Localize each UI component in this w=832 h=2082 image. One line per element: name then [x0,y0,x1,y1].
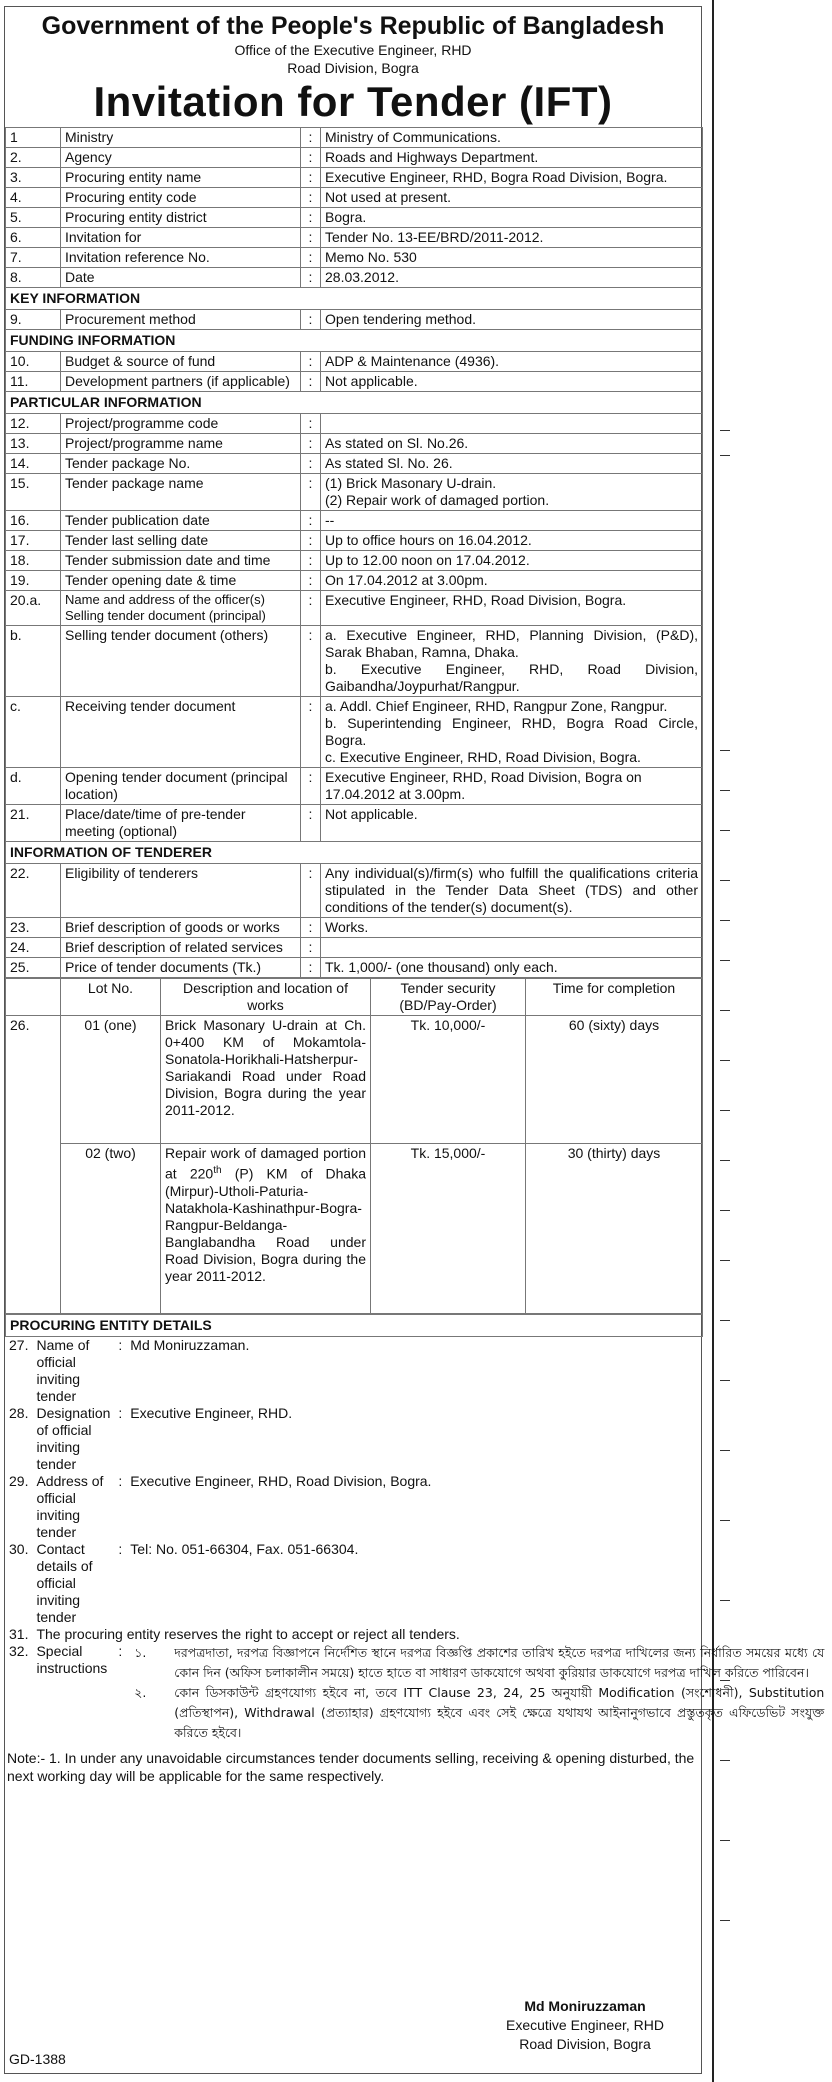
lot-number: 01 (one) [61,1016,161,1144]
colon: : [301,864,321,918]
colon: : [301,248,321,268]
row-value: Tender No. 13-EE/BRD/2011-2012. [321,228,703,248]
row-label: Project/programme name [61,434,301,454]
lots-table [5,978,703,1314]
colon: : [301,228,321,248]
row-number: 31. [9,1626,29,1642]
adjacent-page-edge [712,0,730,2082]
table-row [6,768,703,805]
ift-heading: Invitation for Tender (IFT) [93,78,613,125]
row-value: Not applicable. [321,805,703,842]
colon: : [301,958,321,978]
row-label: Name of official inviting tender [36,1337,90,1404]
footnote: Note:- 1. In under any unavoidable circumstances tender documents selling, receiving & opening disturbed, the next working day will be applicable for the same respectively. [7,1750,695,1784]
lot-number: 02 (two) [61,1144,161,1314]
colon: : [301,208,321,228]
table-row [6,551,703,571]
section-title: KEY INFORMATION [6,288,703,310]
lots-header-row [6,979,703,1016]
row-value: Executive Engineer, RHD, Road Division, Bogra on 17.04.2012 at 3.00pm. [321,768,703,805]
row-number: 20.a. [6,591,61,626]
row-number: 7. [6,248,61,268]
row-number: 12. [6,414,61,434]
row-number: 32. [9,1643,29,1659]
row-number: 30. [9,1541,29,1557]
row-number: 3. [6,168,61,188]
colon: : [301,805,321,842]
table-row [6,511,703,531]
value-line: b. Superintending Engineer, RHD, Bogra Road Circle, Bogra. [325,715,698,748]
lot-description-part: Repair work of damaged portion at 220 [165,1145,366,1182]
table-row [6,958,703,978]
table-row [6,208,703,228]
row-label: Name and address of the officer(s) Selling tender document (principal) [61,591,301,626]
colon: : [301,372,321,392]
table-row [5,1643,832,1743]
column-header: Time for completion [526,979,703,1016]
row-number: 1 [6,128,61,148]
row-label: Tender last selling date [61,531,301,551]
row-value: Executive Engineer, RHD, Road Division, Bogra. [321,591,703,626]
item-number: ১. [134,1645,147,1660]
row-number: 19. [6,571,61,591]
item-text: দরপত্রদাতা, দরপত্র বিজ্ঞাপনে নির্দেশিত স্থানে দরপত্র বিজ্ঞপ্তি প্রকাশের তারিখ হইতে দরপত্র দাখিলের জন্য নির্ধারিত সময়ের মধ্যে যে কোন দিন (অফিস চলাকালীন সময়ে) হাতে হাতে বা সাধারণ ডাকযোগে অথবা কুরিয়ার ডাকযোগে দরপত্র দাখিল করিতে পারিবেন। [174,1645,825,1680]
tender-notice [4,6,825,2074]
row-number: 28. [9,1405,29,1421]
row-number: 23. [6,918,61,938]
row-number: 10. [6,352,61,372]
division-name: Road Division, Bogra [287,60,419,76]
row-label: Development partners (if applicable) [61,372,301,392]
table-row [6,626,703,697]
row-number: 11. [6,372,61,392]
row-number: 21. [6,805,61,842]
value-line: (1) Brick Masonary U-drain. [325,475,497,491]
row-label: Selling tender document (others) [61,626,301,697]
row-label: Price of tender documents (Tk.) [61,958,301,978]
signatory-designation: Executive Engineer, RHD [506,2017,664,2033]
row-label: Procurement method [61,310,301,330]
office-name: Office of the Executive Engineer, RHD [234,42,472,58]
colon: : [301,188,321,208]
table-row [6,148,703,168]
row-number: 8. [6,268,61,288]
row-number: 5. [6,208,61,228]
row-number: 24. [6,938,61,958]
row-value: Md Moniruzzaman. [130,1337,250,1353]
table-row [5,1541,832,1626]
row-value: Any individual(s)/firm(s) who fulfill the qualifications criteria stipulated in the Tender Data Sheet (TDS) and other conditions of the tender(s) document(s). [321,864,703,918]
row-number: 13. [6,434,61,454]
section-heading [6,288,703,310]
value-line: b. Executive Engineer, RHD, Road Division, Gaibandha/Joypurhat/Rangpur. [325,661,698,694]
signatory-name: Md Moniruzzaman [524,1998,646,2014]
list-item [130,1643,828,1683]
colon: : [118,1405,123,1421]
table-row [6,938,703,958]
table-row [6,805,703,842]
lot-completion-time: 30 (thirty) days [526,1144,703,1314]
row-value: Roads and Highways Department. [321,148,703,168]
lot-row [6,1144,703,1314]
instruction-list [130,1643,828,1743]
table-row [6,434,703,454]
value-line: a. Executive Engineer, RHD, Planning Division, (P&D), Sarak Bhaban, Ramna, Dhaka. [325,627,698,660]
row-value: Executive Engineer, RHD, Road Division, Bogra. [130,1473,432,1489]
colon: : [301,434,321,454]
colon: : [301,148,321,168]
lot-sl-header [6,979,61,1016]
table-row [5,1405,832,1473]
row-value: Open tendering method. [321,310,703,330]
value-line: c. Executive Engineer, RHD, Road Division, Bogra. [325,749,641,765]
row-value: Tk. 1,000/- (one thousand) only each. [321,958,703,978]
row-value: The procuring entity reserves the right to accept or reject all tenders. [36,1626,460,1642]
row-number: 14. [6,454,61,474]
row-number: 25. [6,958,61,978]
colon: : [301,591,321,626]
item-text: কোন ডিসকাউন্ট গ্রহণযোগ্য হইবে না, তবে ITT Clause 23, 24, 25 অনুযায়ী Modification (সংশোধনী), Substitution (প্রতিস্থাপন), Withdrawal (প্রত্যাহার) গ্রহণযোগ্য হইবে এবং সেই ক্ষেত্রে যথাযথ আইনানুগভাবে প্রস্তুতকৃত এফিডেভিট সংযুক্ত করিতে হইবে। [174,1685,825,1740]
section-heading [6,330,703,352]
gd-number: GD-1388 [9,2051,66,2067]
colon: : [301,571,321,591]
row-value: As stated on Sl. No.26. [321,434,703,454]
row-label: Budget & source of fund [61,352,301,372]
lot-security: Tk. 10,000/- [371,1016,526,1144]
row-value: On 17.04.2012 at 3.00pm. [321,571,703,591]
row-label: Date [61,268,301,288]
table-row [6,571,703,591]
row-value [321,938,703,958]
section-heading [6,842,703,864]
table-row [6,474,703,511]
table-row [5,1626,832,1643]
superscript: th [213,1165,222,1176]
lot-description-part: (P) KM of Dhaka (Mirpur)-Utholi-Paturia-Natakhola-Kashinathpur-Bogra-Rangpur-Beldanga-Banglabandha Road under Road Division, Bogra during the year 2011-2012. [165,1165,366,1284]
row-value: ADP & Maintenance (4936). [321,352,703,372]
table-row [6,310,703,330]
signature-block [485,1997,685,2054]
table-row [6,454,703,474]
row-label: Tender submission date and time [61,551,301,571]
row-value: 28.03.2012. [321,268,703,288]
row-label: Brief description of goods or works [61,918,301,938]
row-value: Bogra. [321,208,703,228]
row-label: Project/programme code [61,414,301,434]
row-value: Tel: No. 051-66304, Fax. 051-66304. [130,1541,359,1557]
section-title: PARTICULAR INFORMATION [6,392,703,414]
colon: : [301,168,321,188]
colon: : [301,474,321,511]
colon: : [301,938,321,958]
row-number: 2. [6,148,61,168]
row-label: Place/date/time of pre-tender meeting (optional) [61,805,301,842]
value-line: a. Addl. Chief Engineer, RHD, Rangpur Zone, Rangpur. [325,698,668,714]
row-number: 16. [6,511,61,531]
row-value: Not applicable. [321,372,703,392]
section-title: FUNDING INFORMATION [6,330,703,352]
colon: : [301,414,321,434]
item-number: ২. [134,1685,147,1700]
table-row [6,228,703,248]
row-number: 15. [6,474,61,511]
lot-description: Brick Masonary U-drain at Ch. 0+400 KM of Mokamtola-Sonatola-Horikhali-Hatsherpur-Sariakandi Road under Road Division, Bogra during the year 2011-2012. [161,1016,371,1144]
section-heading [6,1315,703,1337]
row-value: Up to 12.00 noon on 17.04.2012. [321,551,703,571]
column-header: Lot No. [61,979,161,1016]
section-title: PROCURING ENTITY DETAILS [6,1315,703,1337]
entity-details [5,1337,832,1743]
row-number: 22. [6,864,61,918]
table-row [6,248,703,268]
table-row [6,128,703,148]
table-row [6,697,703,768]
row-value [321,697,703,768]
row-number: 6. [6,228,61,248]
colon: : [301,918,321,938]
special-instructions [126,1643,832,1743]
row-label: Brief description of related services [61,938,301,958]
colon: : [118,1643,123,1659]
ift-table [5,127,703,978]
lot-description [161,1144,371,1314]
entity-table [5,1314,703,1337]
row-value: Executive Engineer, RHD. [130,1405,293,1421]
row-number: 29. [9,1473,29,1489]
row-number: 18. [6,551,61,571]
colon: : [301,511,321,531]
row-value: Not used at present. [321,188,703,208]
colon: : [301,531,321,551]
row-label: Special instructions [36,1643,108,1676]
row-number: 4. [6,188,61,208]
row-number: d. [6,768,61,805]
colon: : [118,1337,123,1353]
row-label: Invitation for [61,228,301,248]
row-label: Procuring entity name [61,168,301,188]
table-row [6,168,703,188]
list-item [130,1683,828,1743]
row-value: Memo No. 530 [321,248,703,268]
table-row [6,188,703,208]
row-label: Tender publication date [61,511,301,531]
row-value: Ministry of Communications. [321,128,703,148]
row-label: Designation of official inviting tender [36,1405,111,1472]
table-row [5,1473,832,1541]
row-label: Opening tender document (principal location) [61,768,301,805]
colon: : [301,626,321,697]
row-label: Contact details of official inviting tender [36,1541,93,1625]
section-title: INFORMATION OF TENDERER [6,842,703,864]
table-row [6,864,703,918]
colon: : [301,697,321,768]
colon: : [301,310,321,330]
signatory-office: Road Division, Bogra [519,2036,651,2052]
row-value: Works. [321,918,703,938]
row-number: 26. [6,1016,61,1314]
section-heading [6,392,703,414]
row-value [321,474,703,511]
table-row [6,918,703,938]
lot-completion-time: 60 (sixty) days [526,1016,703,1144]
row-value [321,626,703,697]
colon: : [301,128,321,148]
row-label: Ministry [61,128,301,148]
row-label: Address of official inviting tender [36,1473,104,1540]
table-row [6,414,703,434]
lot-security: Tk. 15,000/- [371,1144,526,1314]
row-label: Receiving tender document [61,697,301,768]
row-number: b. [6,626,61,697]
row-value: Up to office hours on 16.04.2012. [321,531,703,551]
colon: : [301,768,321,805]
row-number: 9. [6,310,61,330]
table-row [6,372,703,392]
value-line: (2) Repair work of damaged portion. [325,492,550,508]
row-label: Tender package name [61,474,301,511]
lot-row [6,1016,703,1144]
table-row [5,1337,832,1405]
row-number: c. [6,697,61,768]
table-row [6,268,703,288]
row-value: Executive Engineer, RHD, Bogra Road Division, Bogra. [321,168,703,188]
colon: : [301,352,321,372]
table-row [6,352,703,372]
row-label: Procuring entity district [61,208,301,228]
column-header: Tender security (BD/Pay-Order) [371,979,526,1016]
colon: : [118,1541,123,1557]
row-number: 17. [6,531,61,551]
government-title: Government of the People's Republic of Bangladesh [41,12,665,40]
notice-header [5,11,701,127]
table-row [6,591,703,626]
colon: : [118,1473,123,1489]
row-value: As stated Sl. No. 26. [321,454,703,474]
row-label: Tender opening date & time [61,571,301,591]
row-label: Tender package No. [61,454,301,474]
colon: : [301,551,321,571]
row-label: Procuring entity code [61,188,301,208]
row-number: 27. [9,1337,29,1353]
row-value [321,414,703,434]
row-value: -- [321,511,703,531]
row-label: Invitation reference No. [61,248,301,268]
colon: : [301,454,321,474]
row-label: Eligibility of tenderers [61,864,301,918]
row-label: Agency [61,148,301,168]
column-header: Description and location of works [161,979,371,1016]
colon: : [301,268,321,288]
table-row [6,531,703,551]
